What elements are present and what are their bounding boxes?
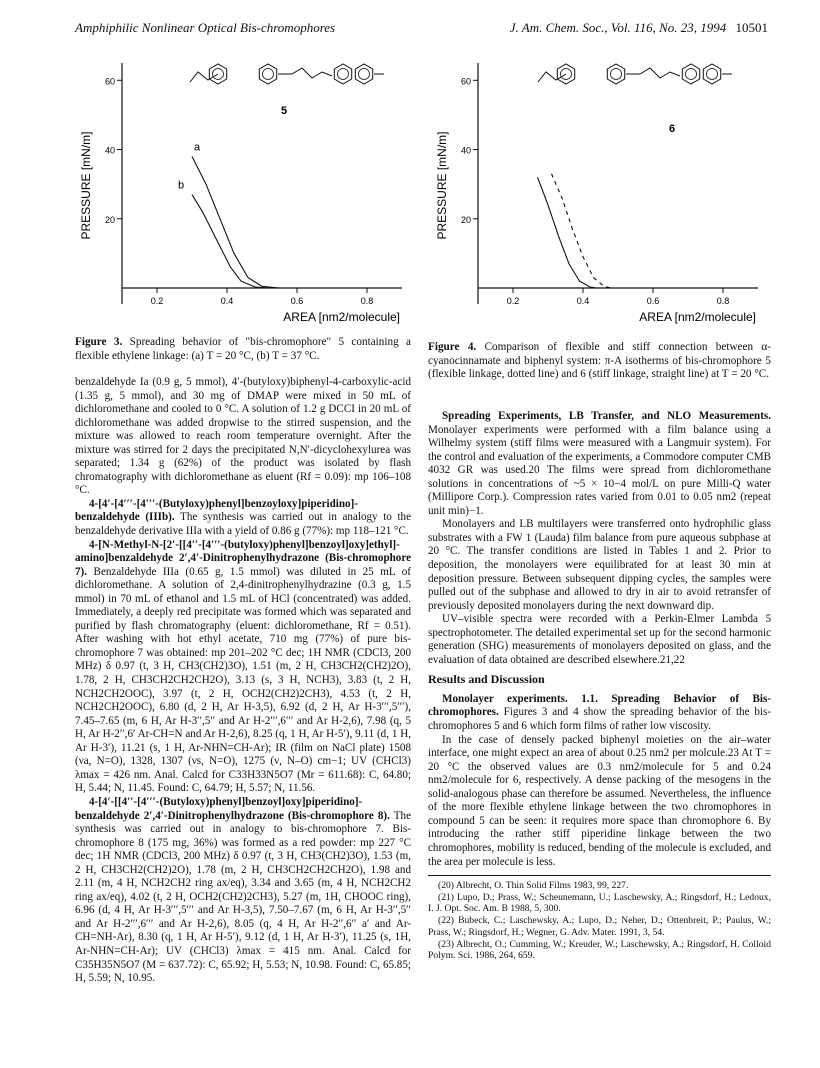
benzene-ring-ring [359, 69, 370, 80]
paragraph-heading: Monolayer experiments. 1.1. Spreading Behavior of Bis-chromophores. [428, 692, 771, 719]
x-tick-label: 0.2 [150, 296, 164, 306]
linker-bond [190, 72, 218, 82]
series-line-6 [538, 177, 598, 288]
benzene-ring [703, 64, 720, 84]
x-tick-label: 0.4 [220, 296, 234, 306]
paragraph-text: Monolayer experiments were performed with a film balance using a Wilhelmy system (stiff films were measured with a Langmuir system). For the control and evaluation of the experiments, a Commodore computer CMB 4032 GR was used.20 The films were spread from dichloromethane solutions in concentrations of ~5 × 10−4 mol/L on pure Milli-Q water (Millipore Corp.). Compression rates varied from 0.01 to 0.05 nm2 (repeat unit min)−1. [428, 423, 771, 517]
y-tick-label: 40 [460, 145, 471, 156]
molecule-structure [538, 64, 732, 84]
benzene-ring-ring [686, 69, 697, 80]
references-divider [428, 875, 771, 876]
figure-3-caption [75, 336, 411, 363]
paragraph: Monolayers and LB multilayers were transferred onto hydrophilic glass substrates with a FW 1 (Lauda) film balance from pure aqueous subphase at 20 °C. The transfer conditions are listed in Tables 1 and 2. Prior to deposition, the monolayers were equilibrated for at least 30 min at deposition pressure. Between subsequent dipping cycles, the samples were pulled out of the subphase and allowed to dry in air to avoid retransfer of previously deposited monolayers during the next downward dip. [428, 518, 771, 612]
y-tick-label: 40 [104, 145, 115, 156]
benzene-ring-ring [707, 69, 718, 80]
right-column [428, 410, 771, 962]
benzene-ring-ring [263, 69, 274, 80]
figure-3-caption-label: Figure 3. [75, 336, 123, 348]
page-number: 10501 [735, 20, 768, 35]
figure-4-caption-label: Figure 4. [428, 341, 477, 353]
figure-3-chart [70, 52, 410, 342]
reference-item: (23) Albrecht, O.; Cumming, W.; Kreuder, W.; Laschewsky, A.; Ringsdorf, H. Colloid Polym. Sci. 1986, 264, 659. [428, 938, 771, 962]
paragraph-text: Figures 3 and 4 show the spreading behavior of the bis-chromophores 5 and 6 which form films of rather low viscosity. [428, 706, 772, 733]
y-tick-label: 20 [460, 214, 471, 225]
series-line-a [192, 156, 280, 288]
paragraph-text: Benzaldehyde IIIa (0.65 g, 1.5 mmol) was diluted in 25 mL of dichloromethane. A solution of 2,4-dinitrophenylhydrazine (0.3 g, 1.5 mmol) in 70 mL of ethanol and 1.5 mL of HCl (concentrated) was added. Immediately, a deeply red precipitate was formed which was separated and purified by flash chromatography (eluent: dichloromethane, Rf = 0.51). After washing with hot ethyl acetate, 710 mg (77%) of pure bis-chromophore 7 was obtained: mp 201–202 °C dec; 1H NMR (CDCl3, 200 MHz) δ 0.97 (t, 3 H, CH3(CH2)3O), 1.51 (m, 2 H, CH3CH2(CH2)2O), 1.78, 2 H, CH3CH2CH2CH2O), 3.13 (s, 3 H, NCH3), 3.83 (t, 2 H, NCH2CH2OOC), 3.97 (t, 2 H, OCH2(CH2)2CH3), 4.53 (t, 2 H, NCH2CH2OOC), 6.80 (d, 2 H, Ar H-3,5), 6.92 (d, 2 H, Ar H-3′′′,5′′′), 7.45–7.65 (m, 6 H, Ar H-3′′,5′′ and Ar H-2′′′,6′′′ and Ar H-2,6), 7.98 (q, 5 H, Ar H-2′′,6′ Ar-CH=N and Ar H-2,6), 8.25 (q, 1 H, Ar H-5′), 9.11 (d, 1 H, Ar H-3′), 11.21 (s, 1 H, Ar-NHN=CH-Ar); IR (film on NaCl plate) 1508 (νa, N=O), 1328, 1307 (νs, N=O), 1275 (ν, N–O) cm−1; UV (CHCl3) λmax = 426 nm. Anal. Calcd for C33H33N5O7 (Mr = 611.68): C, 64.80; H, 5.44; N, 11.45. Found: C, 64.79; H, 5.57; N, 11.56. [75, 565, 412, 795]
journal-citation: J. Am. Chem. Soc., Vol. 116, No. 23, 1994 [509, 20, 727, 35]
running-title: Amphiphilic Nonlinear Optical Bis-chromophores [75, 20, 336, 35]
figure-4-caption-text: Comparison of flexible and stiff connection between α-cyanocinnamate and biphenyl system: π-A isotherms of bis-chromophore 5 (flexible linkage, dotted line) and 6 (stiff linkage, straight line) at T = 20 °C. [428, 341, 772, 381]
paragraph [75, 796, 411, 986]
figure-3 [70, 52, 410, 342]
y-axis-label: PRESSURE [mN/m] [435, 131, 449, 240]
benzene-ring [682, 64, 699, 84]
benzene-ring-ring [611, 69, 622, 80]
linker-bond [538, 72, 566, 82]
paragraph [428, 410, 771, 518]
molecule-structure [190, 64, 384, 84]
reference-item: (21) Lupo, D.; Prass, W.; Scheunemann, U.; Laschewsky, A.; Ringsdorf, H.; Ledoux, I. J. Opt. Soc. Am. B 1988, 5, 300. [428, 891, 771, 915]
figure-4-caption [428, 341, 771, 382]
benzene-ring [259, 64, 276, 84]
references [428, 880, 771, 962]
y-tick-label: 60 [460, 76, 471, 87]
series-label-a: a [194, 141, 201, 154]
benzene-ring [607, 64, 624, 84]
section-heading: Results and Discussion [428, 672, 545, 687]
paragraph-heading: 4-[4′-[[4′′-[4′′′-(Butyloxy)phenyl]benzoyl]oxy]piperidino]-benzaldehyde 2′,4′-Dinitrophenylhydrazone (Bis-chromophore 8). [75, 795, 390, 822]
benzene-ring-ring [338, 69, 349, 80]
paragraph-heading: 4-[N-Methyl-N-[2′-[[4′′-[4′′′-(butyloxy)phenyl]benzoyl]oxy]ethyl]-amino]benzaldehyde 2′,4′-Dinitrophenylhydrazone (Bis-chromophore 7). [75, 538, 411, 578]
paragraph-heading: 4-[4′-[4′′′-[4′′′-(Butyloxy)phenyl]benzoyloxy]piperidino]-benzaldehyde (IIIb). [75, 497, 358, 524]
linker-bond [626, 68, 680, 78]
left-column [75, 376, 411, 986]
y-tick-label: 60 [104, 76, 115, 87]
figure-3-caption-text: Spreading behavior of "bis-chromophore" 5 containing a flexible ethylene linkage: (a) T = 20 °C, (b) T = 37 °C. [75, 336, 411, 362]
paragraph-text: The synthesis was carried out in analogy to the benzaldehyde derivative IIIa with a yield of 0.86 g (77%): mp 118–121 °C. [75, 511, 412, 538]
x-axis-label: AREA [nm2/molecule] [283, 310, 400, 324]
x-tick-label: 0.8 [360, 296, 374, 306]
compound-number: 6 [668, 123, 676, 135]
y-axis-label: PRESSURE [mN/m] [79, 131, 93, 240]
paragraph [428, 693, 771, 734]
linker-bond [278, 68, 332, 78]
benzene-ring [355, 64, 372, 84]
x-tick-label: 0.4 [576, 296, 590, 306]
figure-4 [426, 52, 766, 342]
x-axis-label: AREA [nm2/molecule] [639, 310, 756, 324]
reference-item: (20) Albrecht, O. Thin Solid Films 1983, 99, 227. [438, 880, 629, 892]
paragraph [75, 539, 411, 796]
figure-4-chart [426, 52, 766, 342]
x-tick-label: 0.8 [716, 296, 730, 306]
y-tick-label: 20 [104, 214, 115, 225]
journal-header [510, 20, 768, 36]
paragraph [75, 498, 411, 539]
paragraph-text: The synthesis was carried out in analogy to bis-chromophore 7. Bis-chromophore 8 (175 mg, 36%) was formed as a red powder: mp 227 °C dec; 1H NMR (CDCl3, 200 MHz) δ 0.97 (t, 3 H, CH3(CH2)3O), 1.53 (m, 2 H, CH3CH2(CH2)2O), 1.78 (m, 2 H, CH3CH2CH2CH2O), 1.98 and 2.11 (m, 4 H, NCH2CH2 ring ax/eq), 3.34 and 3.65 (m, 4 H, NCH2CH2 ring ax/eq), 4.02 (t, 2 H, OCH2(CH2)2CH3), 5.27 (m, 1H, CHOOC ring), 6.96 (d, 4 H, Ar H-3′′′,5′′′ and Ar H-3,5), 7.50–7.67 (m, 6 H, Ar H-3′′,5′′ and Ar H-2′′′,6′′′ and Ar H-2,6), 8.05 (q, 4 H, Ar H-2′′,6′′ a′ and Ar-CH=NH-Ar), 8.30 (q, 1 H, Ar H-5′), 9.12 (d, 1 H, Ar H-3′), 11.25 (s, 1H, Ar-NHN=CH-Ar); UV (CHCl3) λmax = 415 nm. Anal. Calcd for C35H35N5O7 (M = 637.72): C, 65.92; H, 5.53; N, 10.98. Found: C, 65.85; H, 5.59; N, 10.95. [75, 809, 411, 985]
paragraph: UV–visible spectra were recorded with a Perkin-Elmer Lambda 5 spectrophotometer. The detailed experimental set up for the second harmonic generation (SHG) measurements of monolayers deposited on glass, and the evaluation of data obtained are described elsewhere.21,22 [428, 613, 771, 666]
series-line-b [192, 195, 269, 288]
series-label-b: b [178, 179, 185, 192]
x-tick-label: 0.2 [506, 296, 520, 306]
paragraph-heading: Spreading Experiments, LB Transfer, and NLO Measurements. [442, 410, 771, 422]
x-tick-label: 0.6 [646, 296, 660, 306]
series-line-5 [552, 174, 612, 288]
reference-item: (22) Bubeck, C.; Laschewsky, A.; Lupo, D.; Neher, D.; Ottenbreit, P.; Paulus, W.; Prass, W.; Ringsdorf, H.; Wegner, G. Adv. Mater. 1991, 3, 54. [428, 915, 771, 938]
compound-number: 5 [280, 105, 288, 117]
x-tick-label: 0.6 [290, 296, 304, 306]
paragraph: In the case of densely packed biphenyl moieties on the air–water interface, one might expect an area of about 0.25 nm2 per molcule.23 At T = 20 °C the observed values are 0.3 nm2/molecule for 5 and 0.24 nm2/molecule for 6, respectively. A dense packing of the mesogens in the solid-analogous phase can therefore be assumed. Nevertheless, the influence of the more flexible ethylene linkage between the two chromophores in compound 5 can be seen: it requires more space than chromophore 6. By introducing the rather stiff piperidine linkage between the two chromophores, mobility is reduced, bending of the molecule is excluded, and the area per molecule is less. [428, 733, 771, 868]
benzene-ring [334, 64, 351, 84]
paragraph: benzaldehyde Ia (0.9 g, 5 mmol), 4′-(butyloxy)biphenyl-4-carboxylic-acid (1.35 g, 5 mmol), and 30 mg of DMAP were mixed in 50 mL of dichloromethane and cooled to 0 °C. A solution of 1.2 g DCCI in 20 mL of dichloromethane was added dropwise to the stirred suspension, and the mixture was allowed to reach room temperature overnight. After the mixture was stirred for 2 days the precipitated N,N′-dicyclohexylurea was separated; 1.34 g (62%) of the product was isolated by flash chromatography with dichloromethane as eluent (Rf = 0.09): mp 106–108 °C. [75, 376, 411, 497]
